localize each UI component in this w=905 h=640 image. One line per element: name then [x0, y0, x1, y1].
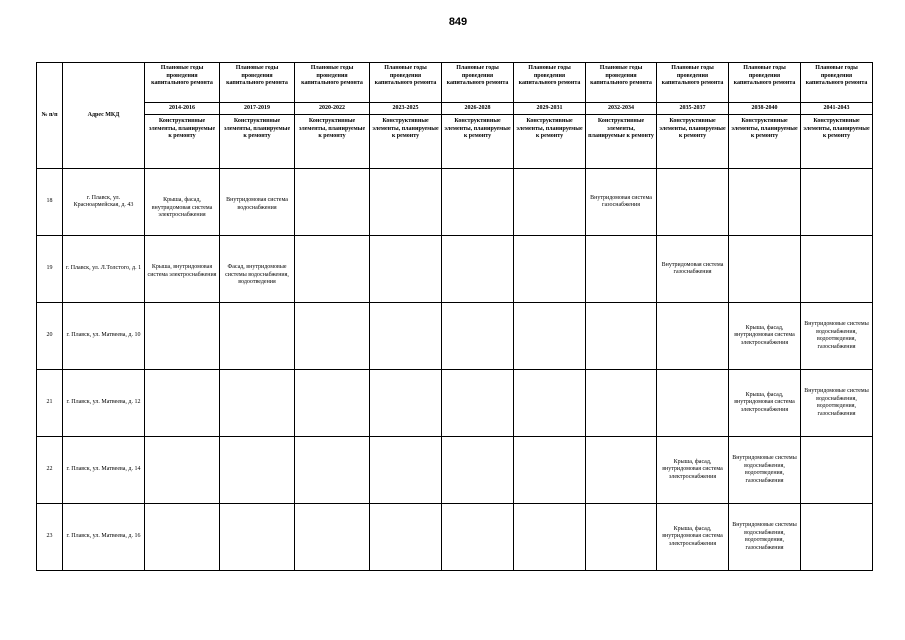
repair-elements-cell	[295, 169, 370, 236]
repair-elements-cell: Фасад, внутридомовые системы водоснабжения, водоотведения	[220, 236, 295, 303]
repair-elements-cell: Внутридомовые системы водоснабжения, водоотведения, газоснабжения	[729, 504, 801, 571]
period-elements-header: Конструктивные элементы, планируемые к ремонту	[145, 115, 220, 169]
row-number: 18	[37, 169, 63, 236]
row-number: 20	[37, 303, 63, 370]
period-label: Плановые годы проведения капитального ремонта	[295, 63, 370, 103]
repair-elements-cell	[220, 504, 295, 571]
repair-elements-cell	[220, 370, 295, 437]
repair-elements-cell	[586, 370, 657, 437]
repair-elements-cell	[370, 504, 442, 571]
repair-elements-cell: Внутридомовые системы водоснабжения, водоотведения, газоснабжения	[801, 370, 873, 437]
repair-elements-cell	[370, 303, 442, 370]
page-number: 849	[448, 16, 468, 28]
header-row-labels	[37, 63, 873, 103]
period-years: 2035-2037	[657, 103, 729, 115]
period-label: Плановые годы проведения капитального ремонта	[442, 63, 514, 103]
repair-elements-cell	[801, 169, 873, 236]
repair-elements-cell	[514, 303, 586, 370]
repair-elements-cell	[442, 303, 514, 370]
repair-elements-cell: Внутридомовая система газоснабжения	[657, 236, 729, 303]
repair-elements-cell	[514, 437, 586, 504]
period-years: 2026-2028	[442, 103, 514, 115]
period-elements-header: Конструктивные элементы, планируемые к ремонту	[729, 115, 801, 169]
period-label: Плановые годы проведения капитального ремонта	[729, 63, 801, 103]
row-address: г. Плавск, ул. Матвеева, д. 10	[63, 303, 145, 370]
repair-elements-cell	[370, 437, 442, 504]
period-elements-header: Конструктивные элементы, планируемые к ремонту	[586, 115, 657, 169]
period-elements-header: Конструктивные элементы, планируемые к ремонту	[801, 115, 873, 169]
repair-elements-cell	[145, 504, 220, 571]
repair-elements-cell	[442, 169, 514, 236]
repair-elements-cell	[442, 504, 514, 571]
repair-elements-cell	[370, 169, 442, 236]
period-elements-header: Конструктивные элементы, планируемые к ремонту	[442, 115, 514, 169]
row-number: 21	[37, 370, 63, 437]
row-address: г. Плавск, ул. Матвеева, д. 12	[63, 370, 145, 437]
period-years: 2017-2019	[220, 103, 295, 115]
repair-elements-cell	[514, 370, 586, 437]
repair-elements-cell	[220, 303, 295, 370]
row-address: г. Плавск, ул. Матвеева, д. 14	[63, 437, 145, 504]
repair-elements-cell	[586, 504, 657, 571]
repair-elements-cell	[295, 370, 370, 437]
repair-elements-cell	[801, 236, 873, 303]
repair-elements-cell: Внутридомовые системы водоснабжения, водоотведения, газоснабжения	[729, 437, 801, 504]
period-label: Плановые годы проведения капитального ремонта	[801, 63, 873, 103]
period-years: 2038-2040	[729, 103, 801, 115]
period-label: Плановые годы проведения капитального ремонта	[370, 63, 442, 103]
repair-elements-cell	[586, 303, 657, 370]
column-header-address: Адрес МКД	[63, 63, 145, 169]
table-row	[37, 169, 873, 236]
row-address: г. Плавск, ул. Матвеева, д. 16	[63, 504, 145, 571]
table-row	[37, 437, 873, 504]
repair-elements-cell	[586, 236, 657, 303]
repair-elements-cell: Внутридомовая система газоснабжения	[586, 169, 657, 236]
repair-elements-cell	[220, 437, 295, 504]
table-row	[37, 236, 873, 303]
column-header-number: № п/п	[37, 63, 63, 169]
row-address: г. Плавск, ул. Л.Толстого, д. 1	[63, 236, 145, 303]
repair-elements-cell	[729, 169, 801, 236]
repair-elements-cell	[801, 437, 873, 504]
repair-elements-cell	[295, 437, 370, 504]
period-years: 2041-2043	[801, 103, 873, 115]
repair-elements-cell	[295, 303, 370, 370]
period-elements-header: Конструктивные элементы, планируемые к ремонту	[220, 115, 295, 169]
repair-elements-cell: Внутридомовая система водоснабжения	[220, 169, 295, 236]
period-years: 2020-2022	[295, 103, 370, 115]
repair-elements-cell	[295, 236, 370, 303]
repair-elements-cell	[657, 370, 729, 437]
repair-elements-cell	[370, 236, 442, 303]
repair-elements-cell: Крыша, фасад, внутридомовая система электроснабжения	[729, 370, 801, 437]
repair-elements-cell	[586, 437, 657, 504]
period-elements-header: Конструктивные элементы, планируемые к ремонту	[370, 115, 442, 169]
row-number: 19	[37, 236, 63, 303]
repair-elements-cell	[514, 504, 586, 571]
period-years: 2023-2025	[370, 103, 442, 115]
repair-elements-cell	[514, 169, 586, 236]
repair-elements-cell	[801, 504, 873, 571]
period-label: Плановые годы проведения капитального ремонта	[220, 63, 295, 103]
repair-elements-cell: Крыша, внутридомовая система электроснабжения	[145, 236, 220, 303]
period-years: 2029-2031	[514, 103, 586, 115]
repair-elements-cell	[145, 437, 220, 504]
repair-elements-cell: Внутридомовые системы водоснабжения, водоотведения, газоснабжения	[801, 303, 873, 370]
header-row-years	[37, 103, 873, 115]
repair-elements-cell	[370, 370, 442, 437]
period-elements-header: Конструктивные элементы, планируемые к ремонту	[514, 115, 586, 169]
repair-elements-cell: Крыша, фасад, внутридомовая система электроснабжения	[657, 437, 729, 504]
period-label: Плановые годы проведения капитального ремонта	[657, 63, 729, 103]
repair-elements-cell: Крыша, фасад, внутридомовая система электроснабжения	[145, 169, 220, 236]
repair-schedule-table	[36, 62, 873, 571]
period-years: 2014-2016	[145, 103, 220, 115]
repair-elements-cell: Крыша, фасад, внутридомовая система электроснабжения	[657, 504, 729, 571]
repair-elements-cell	[729, 236, 801, 303]
repair-elements-cell	[442, 370, 514, 437]
period-elements-header: Конструктивные элементы, планируемые к ремонту	[295, 115, 370, 169]
repair-elements-cell: Крыша, фасад, внутридомовая система электроснабжения	[729, 303, 801, 370]
header-row-elements	[37, 115, 873, 169]
period-label: Плановые годы проведения капитального ремонта	[586, 63, 657, 103]
repair-elements-cell	[145, 370, 220, 437]
period-label: Плановые годы проведения капитального ремонта	[145, 63, 220, 103]
repair-elements-cell	[295, 504, 370, 571]
table-row	[37, 303, 873, 370]
row-number: 22	[37, 437, 63, 504]
period-years: 2032-2034	[586, 103, 657, 115]
repair-elements-cell	[145, 303, 220, 370]
table-row	[37, 504, 873, 571]
repair-elements-cell	[442, 236, 514, 303]
repair-elements-cell	[514, 236, 586, 303]
row-address: г. Плавск, ул. Красноармейская, д. 43	[63, 169, 145, 236]
repair-elements-cell	[657, 169, 729, 236]
row-number: 23	[37, 504, 63, 571]
period-label: Плановые годы проведения капитального ремонта	[514, 63, 586, 103]
period-elements-header: Конструктивные элементы, планируемые к ремонту	[657, 115, 729, 169]
repair-elements-cell	[442, 437, 514, 504]
repair-elements-cell	[657, 303, 729, 370]
table-row	[37, 370, 873, 437]
